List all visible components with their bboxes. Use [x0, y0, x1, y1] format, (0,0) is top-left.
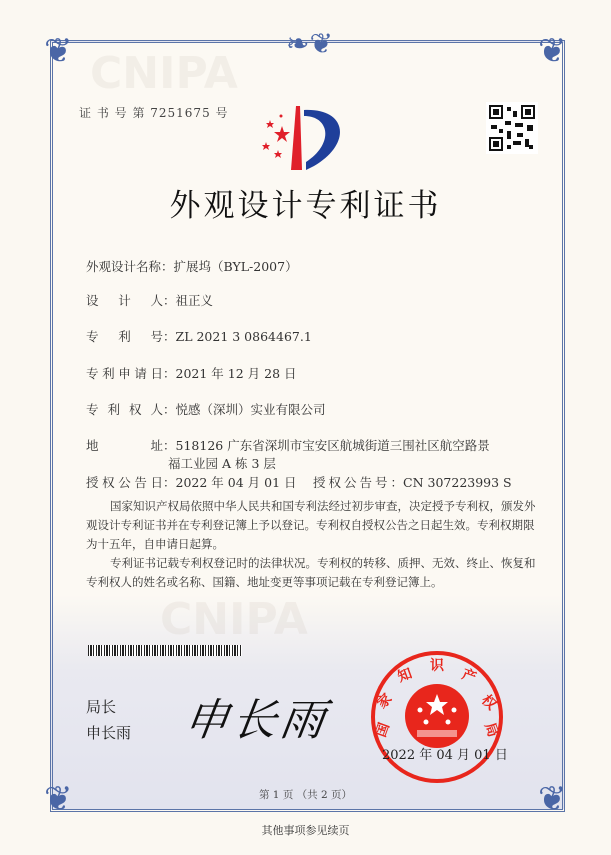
svg-text:家: 家 — [374, 690, 396, 712]
field-value: 扩展坞（BYL-2007） — [173, 259, 298, 274]
field-label: 授权公告号 — [313, 475, 391, 490]
field-designer: 设计人：祖正义 — [86, 293, 214, 308]
corner-ornament-icon: ❦ — [44, 31, 73, 71]
field-application-date: 专利申请日：2021 年 12 月 28 日 — [86, 366, 297, 381]
field-label: 授权公告日 — [86, 475, 163, 490]
signature-text: 申长雨 — [180, 695, 332, 746]
field-label: 地址 — [86, 438, 163, 453]
field-value: 祖正义 — [175, 293, 214, 308]
field-address-line2: 福工业园 A 栋 3 层 — [168, 456, 276, 471]
legal-status-statement: 专利证书记载专利权登记时的法律状况。专利权的转移、质押、无效、终止、恢复和专利权人的姓名或名称、国籍、地址变更等事项记载在专利登记簿上。 — [86, 556, 536, 589]
field-patentee: 专利权人：悦感（深圳）实业有限公司 — [86, 402, 326, 417]
watermark: CNIPA — [160, 594, 308, 645]
cnipa-logo-icon — [258, 104, 354, 174]
field-label: 专利权人 — [86, 402, 163, 417]
corner-ornament-icon: ❦ — [538, 779, 567, 819]
page-indicator: 第 1 页 （共 2 页） — [258, 789, 353, 801]
qr-code-icon — [486, 102, 538, 154]
top-ornament-icon: ❧❦ — [286, 27, 333, 60]
field-label: 专利申请日 — [86, 366, 163, 381]
watermark: CNIPA — [90, 48, 238, 99]
field-value: 悦感（深圳）实业有限公司 — [175, 402, 326, 417]
field-value: 2021 年 12 月 28 日 — [175, 366, 297, 381]
field-announcement-date: 授权公告日：2022 年 04 月 01 日 — [86, 475, 297, 490]
handwritten-signature — [181, 684, 334, 748]
svg-text:局: 局 — [481, 720, 501, 740]
signatory-name: 申长雨 — [86, 724, 132, 742]
field-announcement-number: 授权公告号：CN 307223993 S — [313, 475, 512, 490]
grant-statement: 国家知识产权局依照中华人民共和国专利法经过初步审查，决定授予专利权，颁发外观设计专利证书并在专利登记簿上予以登记。专利权自授权公告之日起生效。专利权期限为十五年，自申请日起算。 — [86, 499, 536, 551]
certificate-number: 证 书 号 第 7251675 号 — [79, 106, 229, 120]
corner-ornament-icon: ❦ — [538, 31, 567, 71]
svg-text:识: 识 — [430, 658, 444, 674]
field-label: 外观设计名称 — [86, 259, 162, 274]
field-value: 2022 年 04 月 01 日 — [175, 475, 297, 490]
svg-text:权: 权 — [478, 692, 500, 714]
field-label: 设计人 — [86, 293, 163, 308]
svg-text:国: 国 — [373, 720, 393, 740]
field-value: ZL 2021 3 0864467.1 — [175, 329, 312, 344]
corner-ornament-icon: ❦ — [44, 779, 73, 819]
field-label: 专利号 — [86, 329, 163, 344]
field-design-name: 外观设计名称：扩展坞（BYL-2007） — [86, 259, 298, 274]
field-value: 518126 广东省深圳市宝安区航城街道三围社区航空路景 — [175, 438, 490, 453]
official-seal-icon — [370, 650, 504, 784]
field-patent-number: 专利号：ZL 2021 3 0864467.1 — [86, 329, 312, 344]
continuation-note: 其他事项参见续页 — [261, 824, 350, 837]
signatory-title: 局长 — [86, 698, 117, 716]
field-value: CN 307223993 S — [403, 475, 512, 490]
document-title: 外观设计专利证书 — [169, 188, 442, 224]
svg-text:知: 知 — [395, 665, 415, 686]
svg-text:产: 产 — [459, 666, 479, 687]
barcode-icon — [88, 645, 242, 656]
field-address: 地址：518126 广东省深圳市宝安区航城街道三围社区航空路景 — [86, 438, 490, 453]
seal-date: 2022 年 04 月 01 日 — [382, 748, 508, 763]
